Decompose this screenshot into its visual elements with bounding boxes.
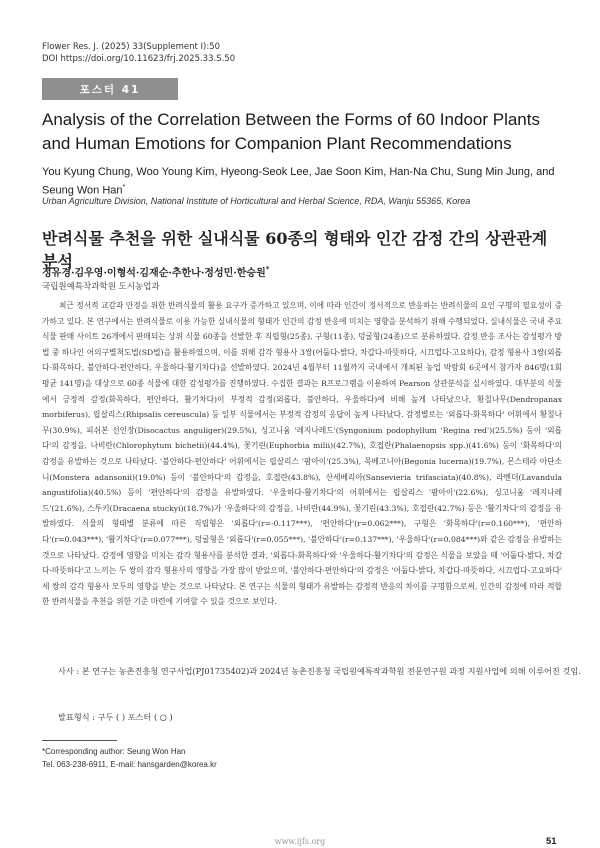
- footnote: [42, 745, 217, 771]
- english-author-names: You Kyung Chung, Woo Young Kim, Hyeong-Seok Lee, Jae Soon Kim, Han-Na Chu, Sung Min Jung, and Seung Won Han: [42, 166, 555, 197]
- contact-info: Tel. 063-238-6911, E-mail: hansgarden@korea.kr: [42, 760, 217, 769]
- journal-website: www.ijfs.org: [274, 837, 326, 846]
- korean-affiliation: 국립원예특작과학원 도시농업과: [42, 282, 160, 292]
- abstract-body: 최근 정서적 교감과 안정을 위한 반려식물의 활용 요구가 증가하고 있으며, 이에 따라 인간이 정서적으로 반응하는 반려식물의 요인 구명의 필요성이 증가하고 있다. 본 연구에서는 반려식물로 이용 가능한 실내식물의 형태가 인간의 감정 반응에 미치는 영향을 분석하기 위해 수행되었다. 실내식물은 국내 주요 식물 판매 사이트 26개에서 판매되는 상위 식물 60종을 선발한 후 직립형(25종), 구형(11종), 덩굴형(24종)으로 분류하였다. 감정 반응 조사는 감성평가 방법 중 하나인 어의구별척도법(SD법)을 활용하였으며, 이를 위해 감각 형용사 3쌍(어둡다-밝다, 차갑다-따뜻하다, 시끄럽다-고요하다), 감정 형용사 3쌍(외롭다-화목하다, 불안하다-편안하다, 우울하다-활기차다)을 선발하였다. 2024년 4월부터 11월까지 국내에서 개최된 농업 박람회 6곳에서 참가자 846명(1회 평균 141명)을 대상으로 60종 식물에 대한 감성평가를 진행하였다. 수집한 결과는 R프로그램을 이용하여 Pearson 상관분석을 실시하였다. 대부분의 식물에서 긍정적 감정(화목하다, 편안하다, 활기차다)이 부정적 감정(외롭다, 불안하다, 우울하다)에 비해 높게 나타났으나, 황칠나무(Dendropanax morbiferus), 립살리스(Rhipsalis cereuscula) 등 일부 식물에서는 부정적 감정의 응답이 높게 나타났다. 감정별로는 '외롭다-화목하다' 어휘에서 황칠나무(30.9%), 피쉬본 선인장(Disocactus anguliger)(29.5%), 싱고니움 '레지나레드'(Syngonium podophyllum 'Regina red')(25.5%) 등이 '외롭다'의 감정을, 나비란(Chlorophytum bichetii)(44.4%), 꽃기린(Euphorbia milii)(42.7%), 호접란(Phalaenopsis spp.)(41.6%) 등이 '화목하다'의 감정을 유발하는 것으로 나타났다. '불안하다-편안하다' 어휘에서는 립살리스 '팜아이'(25.3%), 목베고니아(Begonia lucerna)(19.7%), 몬스테라 아단소니(Monstera adansonii)(19.0%) 등이 '불안하다'의 감정을, 호접란(43.8%), 산세베리아(Sansevieria trifasciata)(40.8%), 라벤더(Lavandula angustifolia)(40.5%) 등이 '편안하다'의 감정을 유발하였다. '우울하다-활기차다'의 어휘에서는 립살리스 '팜아이'(22.6%), 싱고니움 '레지나레드'(21.6%), 스투키(Dracaena stuckyi)(18.7%)가 '우울하다'의 감정을, 나비란(44.9%), 꽃기린(43.3%), 호접란(42.7%) 등은 '활기차다'의 감정을 유발하였다. 식물의 형태별 분류에 따른 직립형은 '외롭다'(r=-0.117***), '편안하다'(r=0.062***), 구형은 '화목하다'(r=0.160***), '편안하다'(r=0.043***), '활기차다'(r=0.077***), 덩굴형은 '외롭다'(r=0.055***), '불안하다'(r=0.137***), '우울하다'(r=0.084***)와 같은 감정을 유발하는 것으로 나타났다. 감정에 영향을 미치는 감각 형용사를 분석한 결과, '외롭다-화목하다'와 '우울하다-활기차다'의 감정은 식물을 보았을 때 '어둡다-밝다, 차갑다-따뜻하다'고 느끼는 두 쌍의 감각 형용사의 영향을 가장 많이 받았으며, '불안하다-편안하다'의 감정은 '어둡다-밝다, 차갑다-따뜻하다, 시끄럽다-고요하다' 세 쌍의 감각 형용사 모두의 영향을 받는 것으로 나타났다. 본 연구는 식물의 형태가 유발하는 감정적 반응의 차이를 구명함으로써, 인간의 감정에 따라 적합한 반려식물을 추천을 위한 기준 마련에 기여할 수 있을 것으로 보인다.: [42, 301, 562, 607]
- english-affiliation: Urban Agriculture Division, National Institute of Horticultural and Herbal Science, RDA, Wanju 55365, Korea: [42, 196, 471, 206]
- poster-label: 포스터 41: [42, 78, 178, 100]
- presentation-format: 발표형식 : 구두 ( ) 포스터 ( ○ ): [58, 712, 173, 722]
- doi-line: DOI https://doi.org/10.11623/frj.2025.33.S.50: [42, 54, 236, 64]
- acknowledgment: 사사 : 본 연구는 농촌진흥청 연구사업(PJ01735402)과 2024년 농촌진흥청 국립원예특작과학원 전문연구원 과정 지원사업에 의해 이루어진 것임.: [58, 666, 581, 676]
- footnote-divider: [42, 740, 117, 741]
- journal-header: [42, 41, 235, 65]
- korean-authors: [42, 264, 269, 279]
- journal-citation: Flower Res. J. (2025) 33(Supplement Ⅰ):50: [42, 42, 221, 52]
- corresponding-author: *Corresponding author: Seung Won Han: [42, 747, 186, 756]
- english-authors: [42, 164, 562, 199]
- korean-corresponding-mark: *: [265, 264, 270, 274]
- page-number: 51: [546, 836, 557, 847]
- korean-author-names: 정유경·김우영·이형석·김재순·추한나·정성민·한승원: [42, 268, 266, 279]
- korean-title: 반려식물 추천을 위한 실내식물 60종의 형태와 인간 감정 간의 상관관계 분석: [42, 229, 548, 271]
- corresponding-mark: *: [122, 184, 126, 191]
- english-title: Analysis of the Correlation Between the Forms of 60 Indoor Plants and Human Emotions for Companion Plant Recommendations: [42, 110, 540, 153]
